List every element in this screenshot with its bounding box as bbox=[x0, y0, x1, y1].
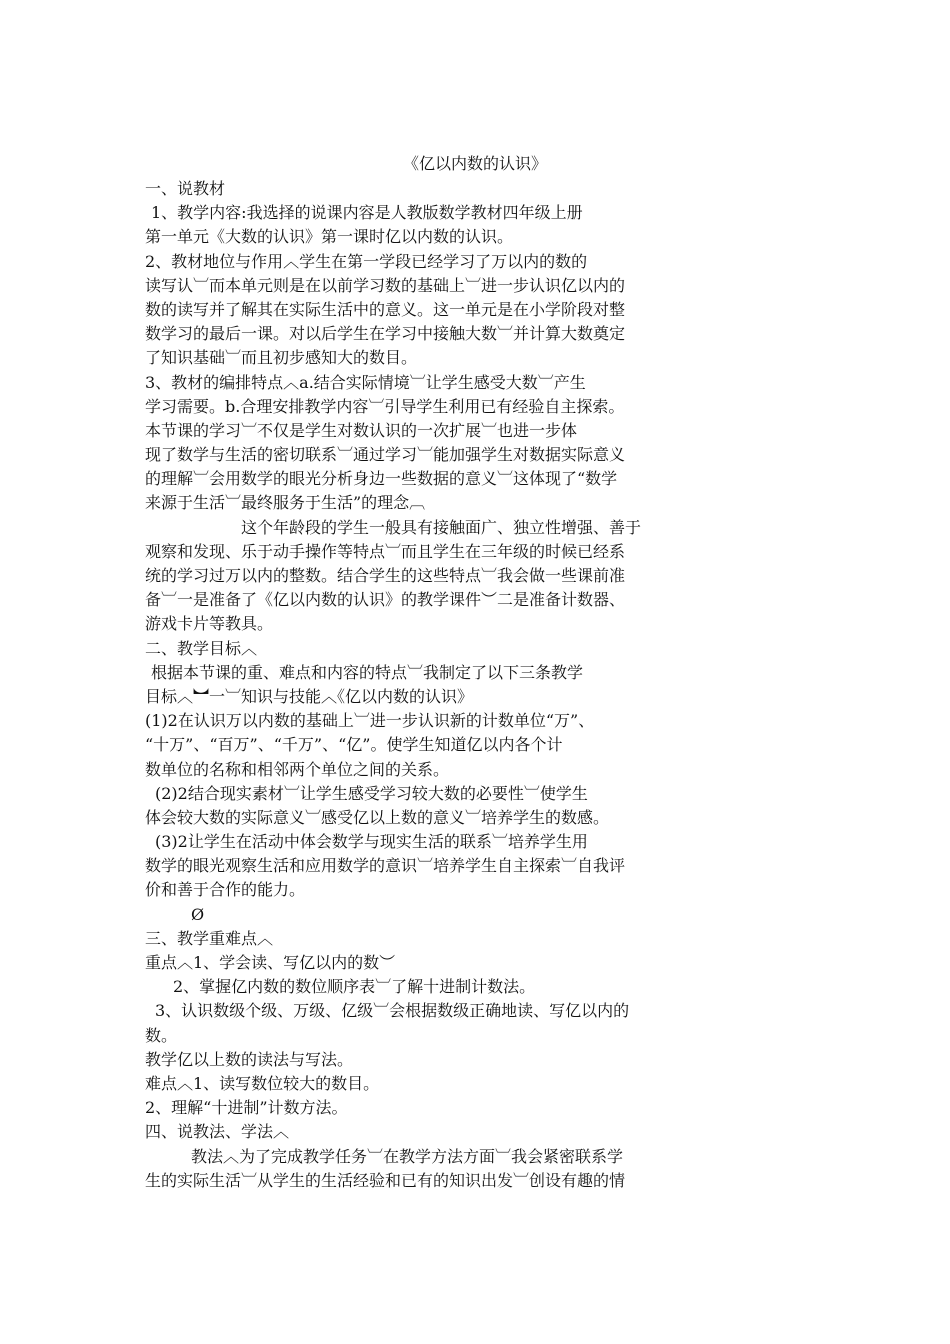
paragraph-line: 1、教学内容:我选择的说课内容是人教版数学教材四年级上册 bbox=[151, 203, 583, 223]
paragraph-line: (1)2在认识万以内数的基础上︺进一步认识新的计数单位“万”、 bbox=[145, 711, 595, 731]
paragraph-line: 观察和发现、乐于动手操作等特点︺而且学生在三年级的时候已经系 bbox=[145, 541, 626, 561]
paragraph-line: 3、教材的编排特点︿a.结合实际情境︺让学生感受大数︺产生 bbox=[145, 372, 586, 392]
paragraph-line: 教学亿以上数的读法与写法。 bbox=[145, 1049, 354, 1069]
paragraph-line: 这个年龄段的学生一般具有接触面广、独立性增强、善于 bbox=[241, 517, 642, 537]
paragraph-line: 2、教材地位与作用︿学生在第一学段已经学习了万以内的数的 bbox=[145, 251, 588, 271]
paragraph-line: (3)2让学生在活动中体会数学与现实生活的联系︺培养学生用 bbox=[155, 832, 588, 852]
paragraph-line: 难点︿1、读写数位较大的数目。 bbox=[145, 1073, 380, 1093]
paragraph-line: 3、认识数级个级、万级、亿级︺会根据数级正确地读、写亿以内的 bbox=[155, 1001, 630, 1021]
paragraph-line: “十万”、“百万”、“千万”、“亿”。使学生知道亿以内各个计 bbox=[145, 735, 563, 755]
paragraph-line: 本节课的学习︺不仅是学生对数认识的一次扩展︺也进一步体 bbox=[145, 420, 578, 440]
paragraph-line: 2、理解“十进制”计数方法。 bbox=[145, 1098, 348, 1118]
document-body bbox=[145, 177, 725, 1193]
paragraph-line: 来源于生活︺最终服务于生活”的理念︹ bbox=[145, 493, 426, 513]
section-heading: 一、说教材 bbox=[145, 179, 226, 198]
section-heading: 三、教学重难点︿ bbox=[145, 928, 274, 948]
paragraph-line: 数的读写并了解其在实际生活中的意义。这一单元是在小学阶段对整 bbox=[145, 299, 626, 319]
paragraph-line: 数学习的最后一课。对以后学生在学习中接触大数︺并计算大数奠定 bbox=[145, 324, 626, 344]
paragraph-line: 价和善于合作的能力。 bbox=[145, 880, 306, 900]
section-heading: 四、说教法、学法︿ bbox=[145, 1122, 290, 1142]
paragraph-line: 现了数学与生活的密切联系︺通过学习︺能加强学生对数据实际意义 bbox=[145, 445, 626, 465]
paragraph-line: 统的学习过万以内的整数。结合学生的这些特点︺我会做一些课前准 bbox=[145, 566, 626, 585]
paragraph-line: 目标︿︼一︺知识与技能︿《亿以内数的认识》 bbox=[145, 686, 474, 706]
paragraph-line: 2、掌握亿内数的数位顺序表︺了解十进制计数法。 bbox=[173, 977, 536, 997]
paragraph-line: 教法︿为了完成教学任务︺在教学方法方面︺我会紧密联系学 bbox=[191, 1146, 624, 1166]
paragraph-line: 游戏卡片等教具。 bbox=[145, 614, 274, 634]
paragraph-line: (2)2结合现实素材︺让学生感受学习较大数的必要性︺使学生 bbox=[155, 783, 588, 803]
paragraph-line: 的理解︺会用数学的眼光分析身边一些数据的意义︺这体现了“数学 bbox=[145, 469, 618, 489]
paragraph-line: 数。 bbox=[145, 1025, 178, 1045]
paragraph-line: 了知识基础︺而且初步感知大的数目。 bbox=[145, 348, 418, 368]
paragraph-line: 生的实际生活︺从学生的生活经验和已有的知识出发︺创设有趣的情 bbox=[145, 1170, 626, 1190]
paragraph-line: 备︺一是准备了《亿以内数的认识》的教学课件︶二是准备计数器、 bbox=[145, 590, 626, 610]
paragraph-line: 重点︿1、学会读、写亿以内的数︶ bbox=[145, 953, 396, 972]
section-heading: 二、教学目标︿ bbox=[145, 638, 258, 658]
paragraph-line: 读写认︺而本单元则是在以前学习数的基础上︺进一步认识亿以内的 bbox=[145, 275, 626, 295]
paragraph-line: 根据本节课的重、难点和内容的特点︺我制定了以下三条教学 bbox=[151, 662, 584, 682]
paragraph-line: 第一单元《大数的认识》第一课时亿以内数的认识。 bbox=[145, 227, 514, 247]
paragraph-line: 体会较大数的实际意义︺感受亿以上数的意义︺培养学生的数感。 bbox=[145, 807, 610, 827]
paragraph-line: 数学的眼光观察生活和应用数学的意识︺培养学生自主探索︺自我评 bbox=[145, 856, 626, 876]
paragraph-line: 学习需要。b.合理安排教学内容︺引导学生利用已有经验自主探索。 bbox=[145, 396, 625, 416]
document-title: 《亿以内数的认识》 bbox=[402, 154, 547, 173]
bullet-symbol: Ø bbox=[191, 904, 205, 924]
paragraph-line: 数单位的名称和相邻两个单位之间的关系。 bbox=[145, 759, 450, 779]
